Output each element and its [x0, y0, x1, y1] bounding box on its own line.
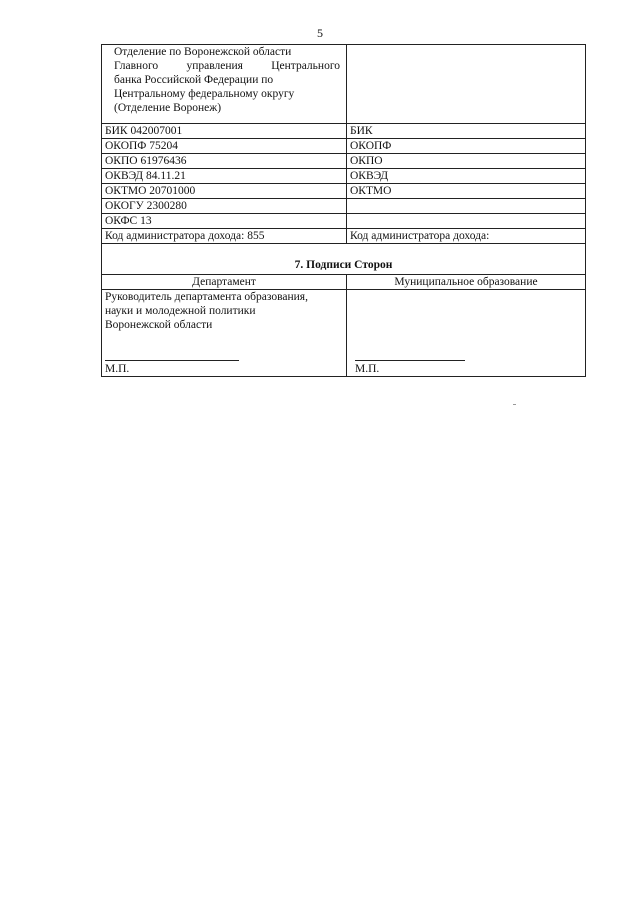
section-title-row	[102, 244, 586, 275]
page-number: 5	[317, 26, 323, 40]
bank-line: Центральному федеральному округу	[114, 88, 295, 100]
table-row	[102, 214, 586, 229]
requisite-right	[347, 214, 586, 229]
bank-line: Отделение по Воронежской области	[114, 46, 292, 58]
department-header: Департамент	[102, 275, 347, 290]
requisite-right: ОКТМО	[347, 184, 586, 199]
scan-speck	[513, 404, 516, 405]
requisite-left: ОКПО 61976436	[102, 154, 347, 169]
bank-line: Главного управления Центрального	[114, 60, 340, 72]
bank-row	[102, 45, 586, 124]
requisite-left: БИК 042007001	[102, 124, 347, 139]
requisite-right: БИК	[347, 124, 586, 139]
bank-name-cell	[102, 45, 347, 124]
requisite-left: ОКВЭД 84.11.21	[102, 169, 347, 184]
signatory-position: Руководитель департамента образования, науки и молодежной политики Воронежской области	[105, 291, 308, 331]
signature-line	[355, 360, 465, 361]
requisite-right: ОКОПФ	[347, 139, 586, 154]
table-row	[102, 154, 586, 169]
section-title: 7. Подписи Сторон	[102, 244, 586, 275]
table-row	[102, 229, 586, 244]
table-row	[102, 124, 586, 139]
bank-line: банка Российской Федерации по	[114, 74, 274, 86]
seal-placeholder: М.П.	[355, 363, 380, 375]
requisite-right: ОКВЭД	[347, 169, 586, 184]
signature-line	[105, 360, 239, 361]
department-signature-cell	[102, 290, 347, 377]
municipality-header: Муниципальное образование	[347, 275, 586, 290]
table-row	[102, 139, 586, 154]
bank-line: (Отделение Воронеж)	[114, 102, 222, 114]
requisites-table	[101, 44, 586, 377]
requisite-left: ОКФС 13	[102, 214, 347, 229]
bank-name-cell-right	[347, 45, 586, 124]
signature-row	[102, 290, 586, 377]
requisite-left: ОКТМО 20701000	[102, 184, 347, 199]
requisite-right	[347, 199, 586, 214]
table-row	[102, 184, 586, 199]
table-row	[102, 199, 586, 214]
requisite-left: ОКОПФ 75204	[102, 139, 347, 154]
column-header-row	[102, 275, 586, 290]
municipality-signature-cell	[347, 290, 586, 377]
requisite-right: Код администратора дохода:	[347, 229, 586, 244]
seal-placeholder: М.П.	[105, 363, 130, 375]
requisite-left: ОКОГУ 2300280	[102, 199, 347, 214]
requisite-right: ОКПО	[347, 154, 586, 169]
requisite-left: Код администратора дохода: 855	[102, 229, 347, 244]
table-row	[102, 169, 586, 184]
